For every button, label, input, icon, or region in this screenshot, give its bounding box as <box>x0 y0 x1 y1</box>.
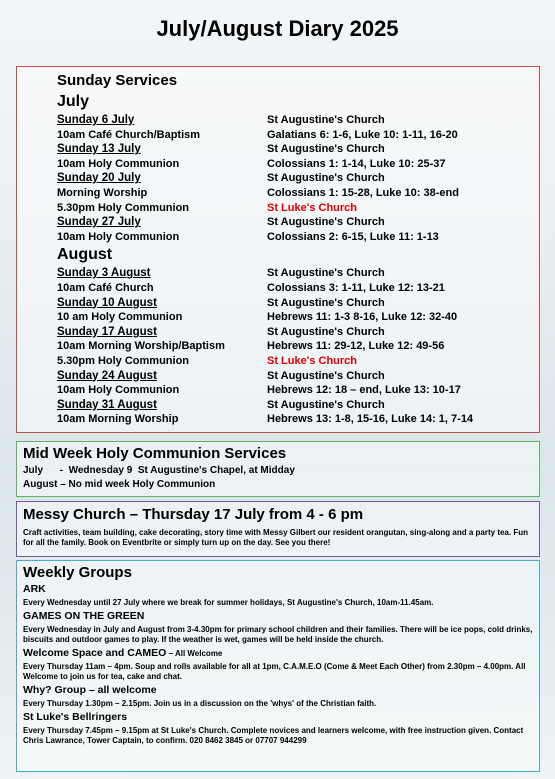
midweek-july-line: July - Wednesday 9 St Augustine's Chapel, at Midday <box>23 465 295 476</box>
service-detail-row <box>57 354 533 369</box>
service-time: 5.30pm Holy Communion <box>57 354 190 367</box>
service-detail-row <box>57 412 533 427</box>
group-description: Every Wednesday in July and August from 3-4.30pm for primary school children and their families. There will be ice pops, cold drinks, biscuits and outdoor games to play. If the weather is wet, games will be held inside the church. <box>23 625 533 644</box>
service-time: 10am Holy Communion <box>57 384 180 397</box>
group-title: Why? Group – all welcome <box>23 684 157 696</box>
service-readings: Colossians 1: 1-14, Luke 10: 25-37 <box>267 157 446 170</box>
midweek-heading: Mid Week Holy Communion Services <box>23 445 287 462</box>
group-name <box>23 610 533 623</box>
service-date-row <box>57 113 533 128</box>
month-heading: July <box>57 93 90 110</box>
service-time: 5.30pm Holy Communion <box>57 201 190 214</box>
service-readings: Hebrews 11: 29-12, Luke 12: 49-56 <box>267 340 445 353</box>
service-readings: St Luke's Church <box>267 201 358 214</box>
service-venue: St Augustine's Church <box>267 267 385 280</box>
service-date: Sunday 6 July <box>57 114 135 126</box>
service-date: Sunday 3 August <box>57 267 151 280</box>
service-detail-row <box>57 157 533 172</box>
service-venue: St Augustine's Church <box>267 369 385 382</box>
service-detail-row <box>57 310 533 325</box>
group-name <box>23 711 533 724</box>
service-readings: Colossians 1: 15-28, Luke 10: 38-end <box>267 186 459 199</box>
service-date: Sunday 27 July <box>57 216 141 229</box>
group-title: ARK <box>23 583 46 595</box>
group-name <box>23 647 533 660</box>
midweek-august-line: August – No mid week Holy Communion <box>23 479 216 490</box>
service-time: 10am Café Church/Baptism <box>57 128 201 141</box>
service-detail-row <box>57 128 533 143</box>
messy-church-heading: Messy Church – Thursday 17 July from 4 - 6 pm <box>23 506 364 523</box>
service-readings: Hebrews 12: 18 – end, Luke 13: 10-17 <box>267 384 461 397</box>
weekly-groups-box <box>16 560 540 772</box>
service-date-row <box>57 266 533 281</box>
service-time: 10am Morning Worship <box>57 413 179 426</box>
service-readings: Hebrews 13: 1-8, 15-16, Luke 14: 1, 7-14 <box>267 413 474 426</box>
service-date-row <box>57 296 533 311</box>
service-time: 10 am Holy Communion <box>57 311 183 324</box>
service-time: 10am Holy Communion <box>57 157 180 170</box>
group-description: Every Wednesday until 27 July where we break for summer holidays, St Augustine's Church, 10am-11.45am. <box>23 598 434 607</box>
service-date-row <box>57 398 533 413</box>
service-date: Sunday 31 August <box>57 398 157 411</box>
service-date-row <box>57 325 533 340</box>
service-readings: St Luke's Church <box>267 354 358 367</box>
service-date: Sunday 10 August <box>57 296 157 309</box>
service-detail-row <box>57 383 533 398</box>
service-date-row <box>57 215 533 230</box>
service-date: Sunday 24 August <box>57 369 157 382</box>
weekly-groups-list <box>23 564 533 746</box>
messy-church-box <box>16 501 540 557</box>
group-description: Every Thursday 7.45pm – 9.15pm at St Luke's Church. Complete novices and learners welcome, with free instruction given. Contact Chris Lawrance, Tower Captain, to confirm. 020 8462 3845 or 07707 944299 <box>23 726 524 745</box>
weekly-groups-heading: Weekly Groups <box>23 564 132 581</box>
service-date: Sunday 13 July <box>57 143 141 156</box>
service-date-row <box>57 142 533 157</box>
messy-church-text: Craft activities, team building, cake decorating, story time with Messy Gilbert our resident orangutan, sing-along and a party tea. Fun for all the family. Book on Eventbrite or simply turn up on the day. See you there! <box>23 528 528 547</box>
service-venue: St Augustine's Church <box>267 216 385 229</box>
page-title: July/August Diary 2025 <box>156 16 399 41</box>
group-subtitle: – All Welcome <box>166 649 223 658</box>
service-detail-row <box>57 230 533 245</box>
midweek-communion-box <box>16 441 540 497</box>
service-venue: St Augustine's Church <box>267 172 385 185</box>
group-description: Every Thursday 11am – 4pm. Soup and rolls available for all at 1pm, C.A.M.E.O (Come & Meet Each Other) from 2.30pm – 4.00pm. All Welcome to join us for tea, cake and chat. <box>23 662 526 681</box>
service-detail-row <box>57 201 533 216</box>
service-readings: Hebrews 11: 1-3 8-16, Luke 12: 32-40 <box>267 311 458 324</box>
group-name <box>23 583 533 596</box>
month-heading: August <box>57 246 113 264</box>
service-date: Sunday 20 July <box>57 172 141 185</box>
service-time: 10am Morning Worship/Baptism <box>57 340 225 353</box>
service-venue: St Augustine's Church <box>267 398 385 411</box>
sunday-services-box <box>16 66 540 433</box>
service-venue: St Augustine's Church <box>267 296 385 309</box>
group-title: St Luke's Bellringers <box>23 711 128 723</box>
service-detail-row <box>57 281 533 296</box>
group-description: Every Thursday 1.30pm – 2.15pm. Join us in a discussion on the 'whys' of the Christian faith. <box>23 699 377 708</box>
group-name <box>23 684 533 697</box>
service-detail-row <box>57 186 533 201</box>
service-time: Morning Worship <box>57 186 148 199</box>
service-readings: Colossians 3: 1-11, Luke 12: 13-21 <box>267 281 445 294</box>
service-venue: St Augustine's Church <box>267 143 385 156</box>
service-time: 10am Café Church <box>57 281 154 294</box>
service-readings: Colossians 2: 6-15, Luke 11: 1-13 <box>267 230 439 243</box>
group-title: GAMES ON THE GREEN <box>23 610 145 622</box>
sunday-services-list <box>57 71 533 427</box>
service-venue: St Augustine's Church <box>267 325 385 338</box>
service-readings: Galatians 6: 1-6, Luke 10: 1-11, 16-20 <box>267 128 458 141</box>
group-title: Welcome Space and CAMEO <box>23 647 167 659</box>
service-date-row <box>57 369 533 384</box>
service-time: 10am Holy Communion <box>57 230 180 243</box>
service-detail-row <box>57 339 533 354</box>
service-date-row <box>57 171 533 186</box>
service-venue: St Augustine's Church <box>267 114 385 126</box>
sunday-services-heading: Sunday Services <box>57 72 178 89</box>
service-date: Sunday 17 August <box>57 325 157 338</box>
